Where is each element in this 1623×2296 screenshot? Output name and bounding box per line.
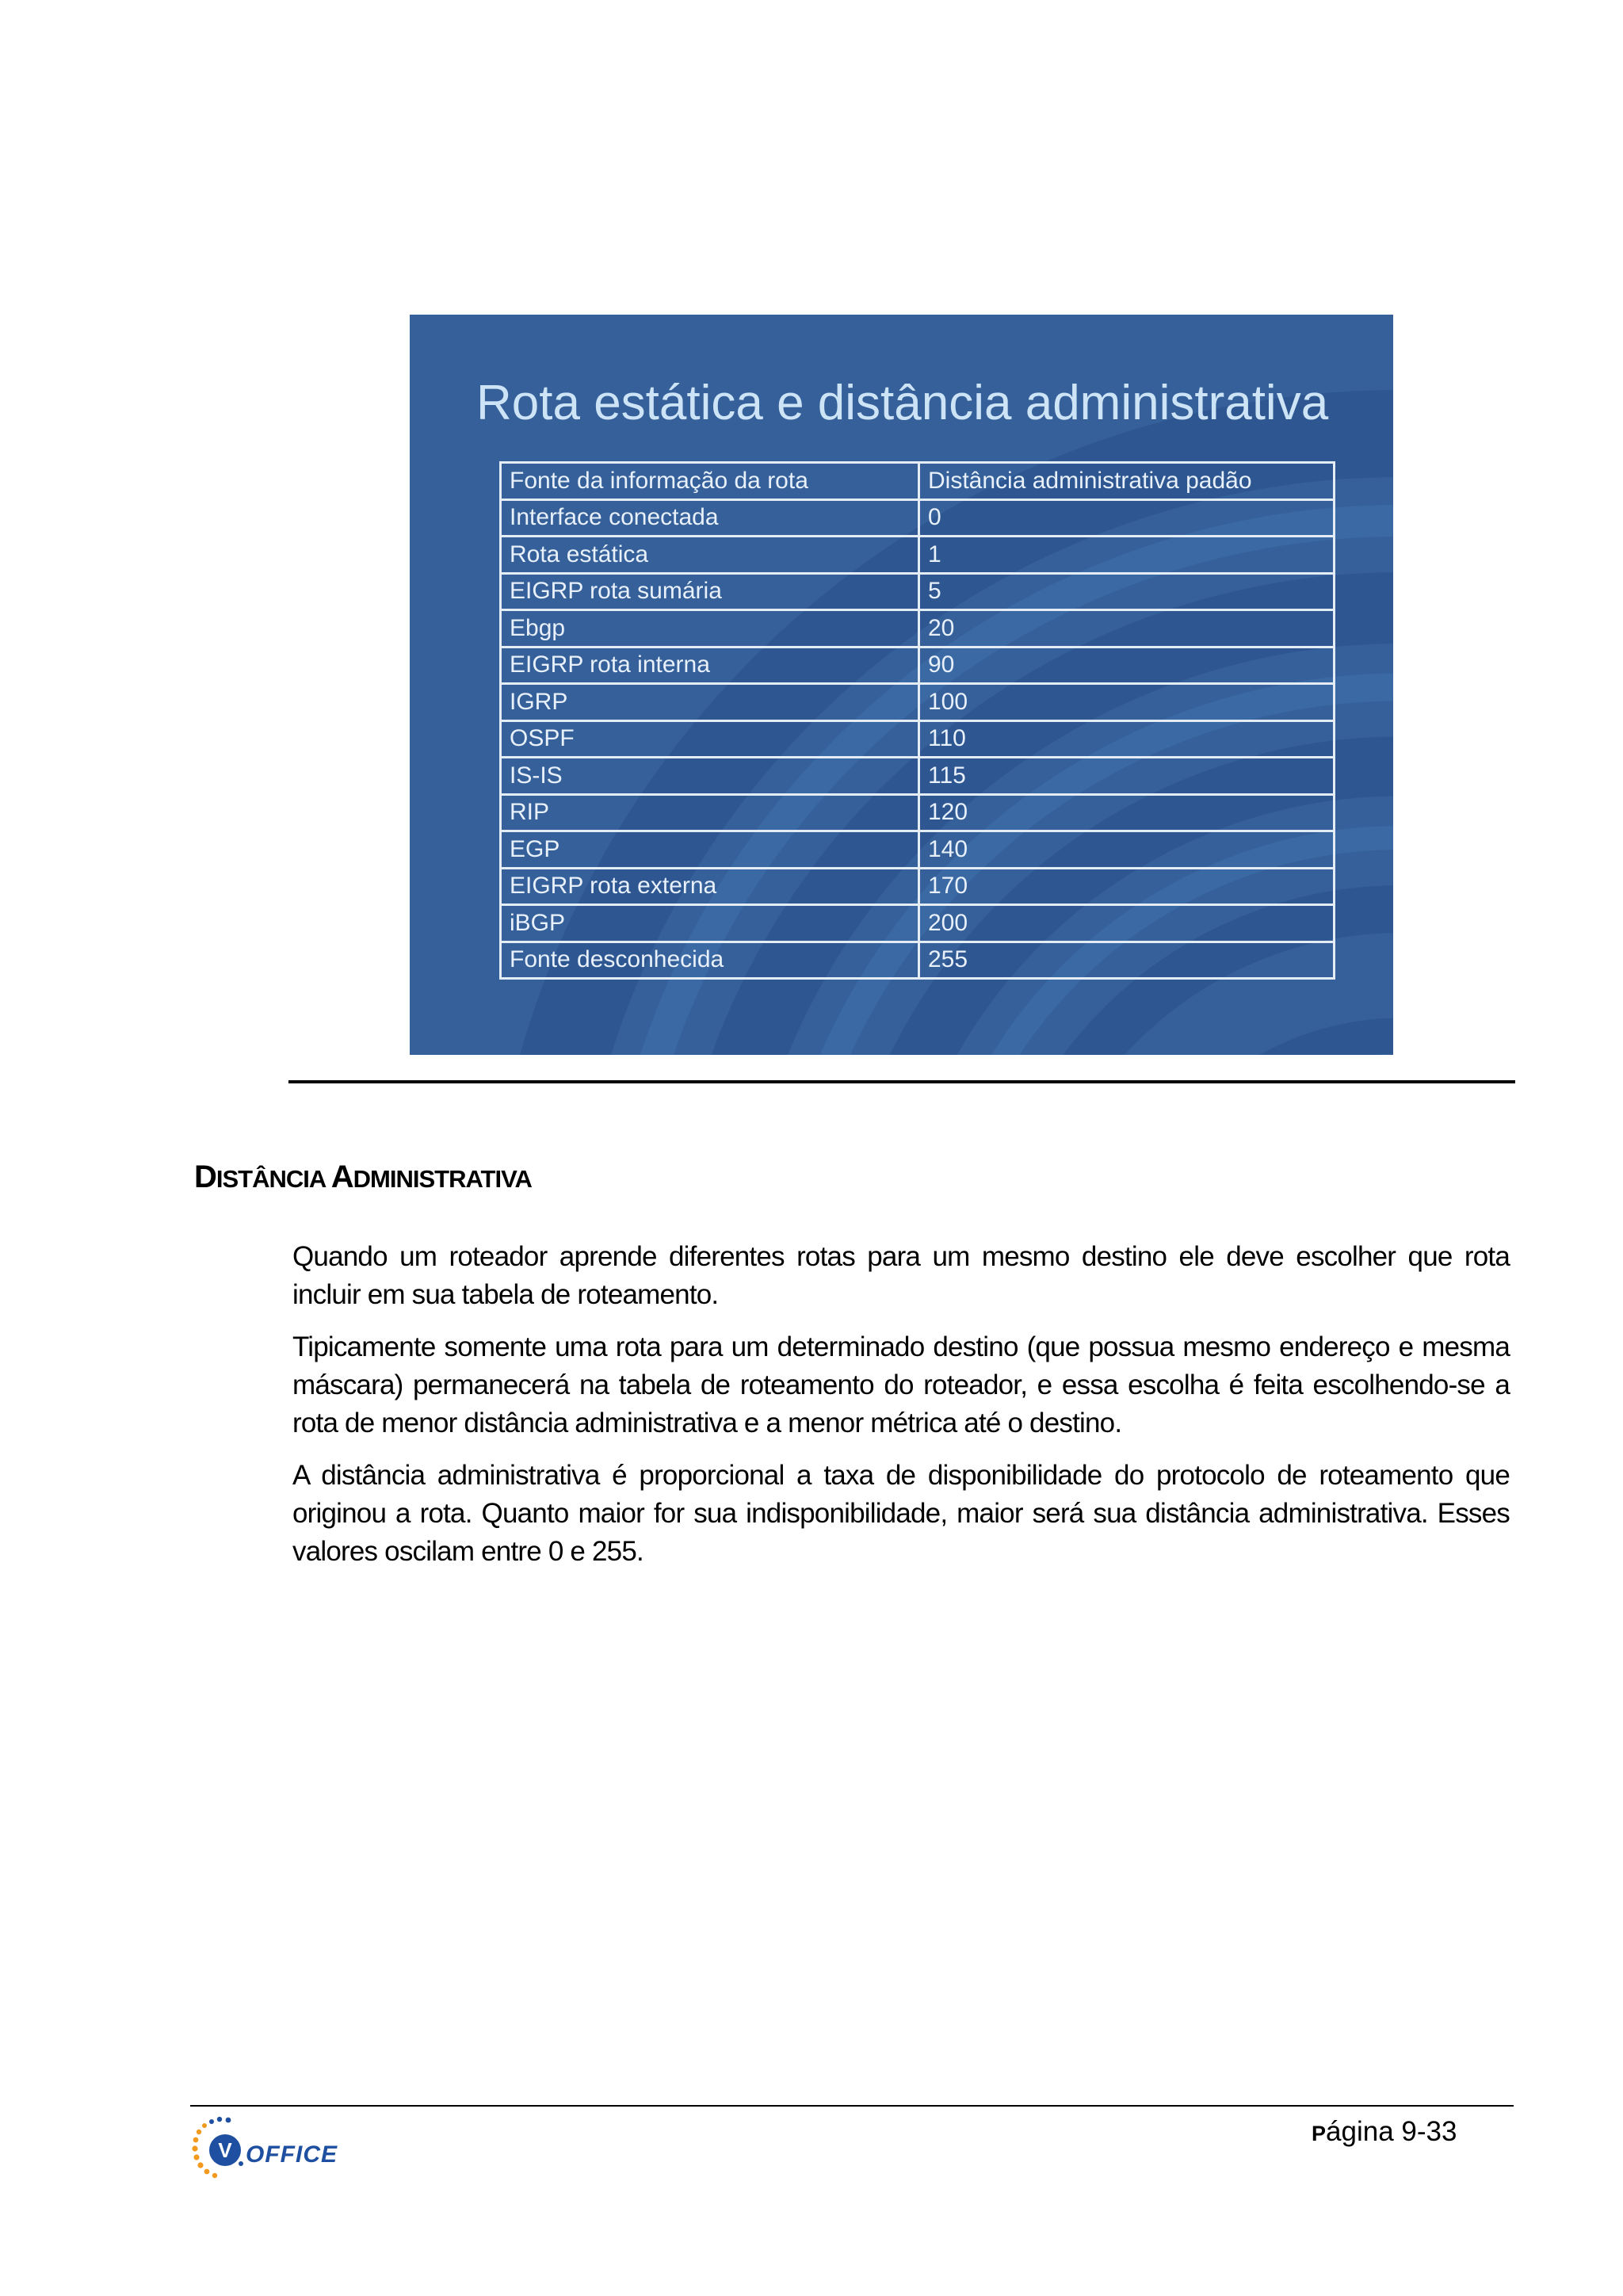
table-cell: EIGRP rota interna	[501, 647, 919, 684]
page-number	[1312, 2116, 1457, 2148]
footer-rule	[190, 2105, 1514, 2107]
table-cell: 1	[919, 537, 1335, 574]
table-cell: IGRP	[501, 684, 919, 721]
slide-image	[410, 315, 1393, 1055]
table-cell: 5	[919, 573, 1335, 610]
administrative-distance-table	[499, 461, 1335, 980]
table-header-row	[501, 463, 1335, 500]
paragraph: A distância administrativa é proporcional a taxa de disponibilidade do protocolo de roteamento que originou a rota. Quanto maior for sua indisponibilidade, maior será sua distância administrativa. Esses valores oscilam entre 0 e 255.	[292, 1460, 1510, 1567]
logo-letter: V	[218, 2138, 232, 2162]
table-cell: Ebgp	[501, 610, 919, 648]
table-cell: iBGP	[501, 905, 919, 942]
table-row	[501, 794, 1335, 831]
table-cell: 110	[919, 720, 1335, 758]
table-row	[501, 942, 1335, 979]
heading-initial: A	[330, 1159, 353, 1194]
table-cell: 100	[919, 684, 1335, 721]
heading-initial: D	[194, 1159, 216, 1194]
paragraph: Quando um roteador aprende diferentes rotas para um mesmo destino ele deve escolher que rota incluir em sua tabela de roteamento.	[292, 1241, 1510, 1310]
table-cell: 140	[919, 831, 1335, 869]
table-cell: 120	[919, 794, 1335, 831]
table-row	[501, 499, 1335, 537]
table-cell: Interface conectada	[501, 499, 919, 537]
table-row	[501, 684, 1335, 721]
table-cell: RIP	[501, 794, 919, 831]
table-cell: Rota estática	[501, 537, 919, 574]
table-cell: EGP	[501, 831, 919, 869]
table-cell: EIGRP rota sumária	[501, 573, 919, 610]
page-number-prefix: P	[1312, 2122, 1327, 2145]
table-cell: 255	[919, 942, 1335, 979]
paragraph: Tipicamente somente uma rota para um determinado destino (que possua mesmo endereço e mesma máscara) permanecerá na tabela de roteamento do roteador, e essa escolha é feita escolhendo-se a rota de menor distância administrativa e a menor métrica até o destino.	[292, 1331, 1510, 1438]
section-heading	[194, 1159, 532, 1195]
heading-smallcaps: DMINISTRATIVA	[353, 1165, 532, 1193]
table-cell: 0	[919, 499, 1335, 537]
table-row	[501, 537, 1335, 574]
table-row	[501, 868, 1335, 905]
table-row	[501, 720, 1335, 758]
table-row	[501, 647, 1335, 684]
table-row	[501, 610, 1335, 648]
horizontal-rule	[288, 1080, 1515, 1083]
table-row	[501, 831, 1335, 869]
table-row	[501, 905, 1335, 942]
table-row	[501, 573, 1335, 610]
table-cell: Fonte desconhecida	[501, 942, 919, 979]
table-row	[501, 758, 1335, 795]
table-cell: 115	[919, 758, 1335, 795]
table-cell: OSPF	[501, 720, 919, 758]
table-cell: 90	[919, 647, 1335, 684]
page-number-label: ágina 9-33	[1326, 2116, 1457, 2147]
table-header-cell: Distância administrativa padão	[919, 463, 1335, 500]
table-cell: IS-IS	[501, 758, 919, 795]
table-cell: 170	[919, 868, 1335, 905]
slide-title: Rota estática e distância administrativa	[476, 376, 1329, 430]
heading-smallcaps: ISTÂNCIA	[216, 1165, 331, 1193]
body-text	[292, 1238, 1510, 1585]
table-header-cell: Fonte da informação da rota	[501, 463, 919, 500]
table-cell: 20	[919, 610, 1335, 648]
v-office-logo-icon	[190, 2115, 357, 2186]
logo-text: OFFICE	[246, 2141, 338, 2168]
table-cell: EIGRP rota externa	[501, 868, 919, 905]
table-cell: 200	[919, 905, 1335, 942]
